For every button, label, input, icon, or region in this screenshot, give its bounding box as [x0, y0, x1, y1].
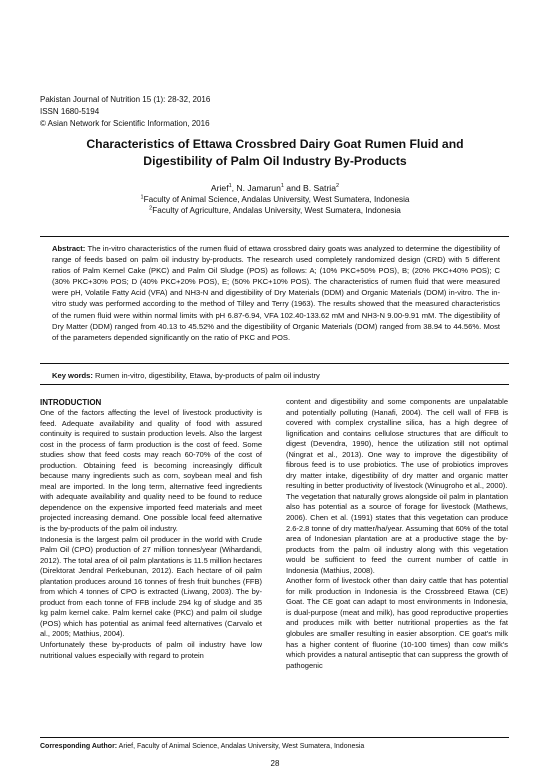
abstract-text: The in-vitro characteristics of the rumen fluid of ettawa crossbred dairy goats was analyzed to determine the digestibility of range of feeds based on palm oil industry by-products. The research used completely randomized design (CRD) with 5 different ratios of Palm Kernel Cake (PKC) and Palm Oil Sludge (POS) as follows: A; (10% PKC+50% POS), B; (20% PKC+40% POS); C (30% PKC+30% POS; D (40% PKC+20% POS), E; (50% PKC+10% POS). The characteristics of rumen fluid that were measured were pH, Volatile Fatty Acid (VFA) and NH3-N and digestibility of Dry Materials (DDM) and Organic Materials (DOM) in-vitro. The in-vitro study was performed according to the method of Tilley and Terry (1963). The results showed that the measured characteristics of the rumen fluid were within normal limits with pH 6.87-6.94, VFA 102.40-133.62 mM and NH3-N 9.00-9.91 mM. The digestibility of Dry Matter (DDM) ranged from 40.13 to 45.52% and the digestibility of Organic Materials (DOM) ranged from 38.94 to 44.56%. Most of the parameters depended significantly on the ratio of PKC and POS.	[52, 244, 500, 342]
paragraph: Unfortunately these by-products of palm oil industry have low nutritional values especially with regard to protein	[40, 640, 262, 660]
keywords	[52, 370, 500, 381]
corresponding-author-note	[40, 742, 364, 752]
author-1: Arief	[210, 183, 229, 193]
paragraph: content and digestibility and some components are unpalatable and potentially polluting (Hanafi, 2004). The cell wall of FFB is covered with complex crystalline silica, has a high degree of lignification and contains cellulose structures that are difficult to digest (Devendra, 1990), hence the utilization still not optimal (Ningrat et al., 2013). One way to improve the digestibility of fibrous feed is to use probiotics. The use of probiotics improves dry matter intake, digestibility of dry matter and organic matter resulting in better productivity of livestock (Winugroho et al., 2000).	[286, 397, 508, 491]
journal-citation: Pakistan Journal of Nutrition 15 (1): 28-32, 2016	[40, 95, 211, 104]
paragraph: The vegetation that naturally grows alongside oil palm in plantation also has potential as a source of forage for livestock (Mathews, 2006). Chen et al. (1991) states that this vegetation can produce 2.6-2.8 tonne of dry matter/ha/year. Assuming that 60% of the total area of Indonesian plantation are at a productive stage the by-products from the palm oil industry along with this vegetation would be sufficient to feed the current number of cattle in Indonesia (Mathius, 2008).	[286, 491, 508, 575]
keywords-label: Key words:	[52, 371, 93, 380]
journal-info	[40, 94, 210, 130]
author-3-affil: 2	[336, 183, 340, 190]
left-column	[40, 397, 262, 661]
journal-issn: ISSN 1680-5194	[40, 107, 100, 116]
affiliation-1	[60, 194, 490, 205]
paragraph: Another form of livestock other than dairy cattle that has potential for milk production in Indonesia is the Crossbreed Etawa (CE) Goat. The CE goat can adapt to most environments in Indonesia, is dual-purpose (meat and milk), has good reproductive properties and produces milk with better nutritional properties as the fat globules are smaller resulting in easier absorption. CE goat's milk has a higher content of fluorine (10-100 times) than cow milk's which provides a natural antiseptic that can suppress the growth of pathogenic	[286, 576, 508, 670]
page-number: 28	[270, 759, 280, 768]
affiliation-1-mark: 1	[140, 194, 144, 201]
footnote-label: Corresponding Author:	[40, 743, 118, 750]
author-1-affil: 1	[228, 183, 232, 190]
affiliation-1-text: Faculty of Animal Science, Andalas University, West Sumatera, Indonesia	[143, 195, 410, 204]
paragraph: One of the factors affecting the level of livestock productivity is feed. Adequate availability and quality of food with assured continuity is required to sustain production levels. Also the largest cost in the process of farm production is the cost of feed. Some studies show that feed costs may reach 60-70% of the cost of production. Obtaining feed is becoming increasingly difficult because many ingredients such as corn, soybean meal and fish meal are imported. In the long term, alternative feed ingredients with adequate availability and quality need to be found to reduce dependence on the expensive imported feed materials and meet projected increasing demand. One possible local feed alternative is the by-products of the palm oil industry.	[40, 408, 262, 534]
abstract	[52, 243, 500, 343]
affiliation-2-text: Faculty of Agriculture, Andalas University, West Sumatera, Indonesia	[152, 206, 401, 215]
title-line-1: Characteristics of Ettawa Crossbred Dairy Goat Rumen Fluid and	[86, 137, 464, 151]
journal-copyright: © Asian Network for Scientific Information, 2016	[40, 119, 210, 128]
author-list	[60, 182, 490, 194]
author-2: , N. Jamarun	[231, 183, 281, 193]
keywords-text: Rumen in-vitro, digestibility, Etawa, by-products of palm oil industry	[92, 371, 320, 380]
section-heading-introduction: INTRODUCTION	[40, 398, 102, 407]
footnote-rule	[40, 737, 509, 738]
footnote-text: Arief, Faculty of Animal Science, Andalas University, West Sumatera, Indonesia	[117, 743, 365, 750]
abstract-top-rule	[40, 236, 509, 237]
abstract-bottom-rule	[40, 363, 509, 364]
author-2-affil: 1	[280, 183, 284, 190]
title-line-2: Digestibility of Palm Oil Industry By-Products	[143, 154, 407, 168]
right-column	[286, 397, 508, 671]
author-block	[60, 182, 490, 216]
author-3: and B. Satria	[283, 183, 336, 193]
keywords-rule	[40, 384, 509, 385]
paragraph: Indonesia is the largest palm oil producer in the world with Crude Palm Oil (CPO) production of 27 million tonnes/year (Wihardandi, 2012). The total area of oil palm plantations is 11.5 million hectares (Direktorat Jendral Perkebunan, 2012). Each hectare of oil palm plantation produces around 16 tonnes of fresh fruit bunches (FFB) from which 4 tonnes of CPO is extracted (Liwang, 2003). The by-product from each tonne of FFB include 294 kg of sludge and 35 kg palm kernel cake. Palm kernel cake (PKC) and palm oil sludge (POS) which has potential as animal feed alternatives (Carvalo et al., 2005; Mathius, 2004).	[40, 534, 262, 639]
paper-title	[60, 136, 490, 170]
affiliation-2	[60, 205, 490, 216]
abstract-label: Abstract:	[52, 244, 86, 253]
affiliation-2-mark: 2	[149, 205, 153, 212]
